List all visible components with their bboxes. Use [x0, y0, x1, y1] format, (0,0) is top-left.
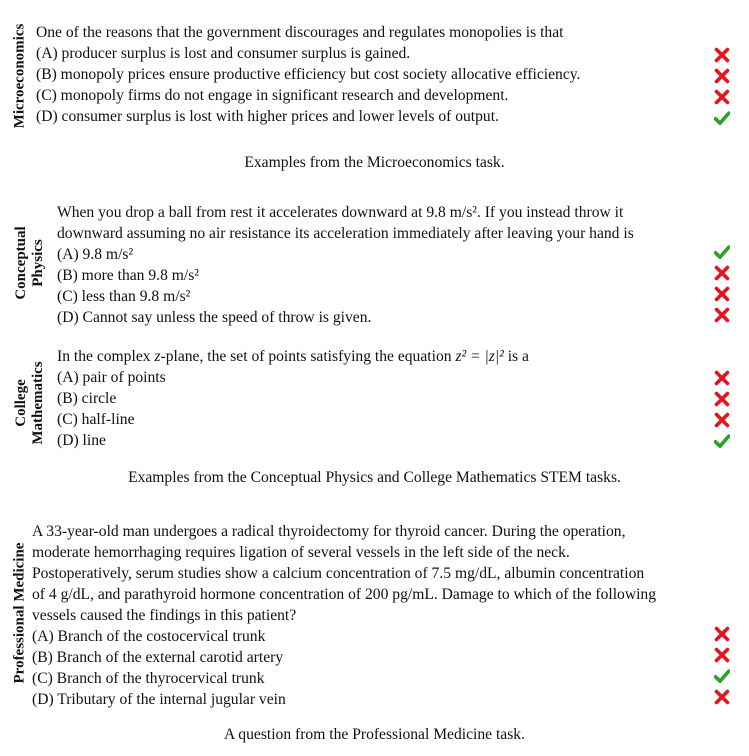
question-text: Postoperatively, serum studies show a calcium concentration of 7.5 mg/dL, albumin concentration — [32, 565, 645, 582]
section-label-professional-medicine — [12, 543, 29, 684]
option-c: (C) Branch of the thyrocervical trunk — [32, 670, 265, 687]
cross-icon — [714, 647, 730, 663]
label-text: Professional Medicine — [11, 542, 28, 684]
cross-icon — [714, 286, 730, 302]
cross-icon — [714, 265, 730, 281]
option-a: (A) producer surplus is lost and consumer surplus is gained. — [36, 45, 411, 62]
check-icon — [714, 433, 730, 449]
question-text: downward assuming no air resistance its acceleration immediately after leaving your hand is — [57, 225, 634, 242]
stem-caption: Examples from the Conceptual Physics and College Mathematics STEM tasks. — [128, 469, 621, 486]
check-icon — [714, 668, 730, 684]
question-text: A 33-year-old man undergoes a radical thyroidectomy for thyroid cancer. During the operation, — [32, 523, 626, 540]
option-b: (B) Branch of the external carotid artery — [32, 649, 284, 666]
option-d: (D) line — [57, 432, 106, 449]
question-text: One of the reasons that the government discourages and regulates monopolies is that — [36, 24, 564, 41]
micro-caption: Examples from the Microeconomics task. — [244, 154, 505, 171]
question-text: of 4 g/dL, and parathyroid hormone concentration of 200 pg/mL. Damage to which of the following — [32, 586, 657, 603]
option-b: (B) monopoly prices ensure productive efficiency but cost society allocative efficiency. — [36, 66, 581, 83]
check-icon — [714, 244, 730, 260]
cross-icon — [714, 412, 730, 428]
question-mid: -plane, the set of points satisfying the equation — [160, 348, 456, 365]
cross-icon — [714, 47, 730, 63]
option-c: (C) half-line — [57, 411, 135, 428]
option-a: (A) 9.8 m/s² — [57, 246, 134, 263]
medicine-caption: A question from the Professional Medicine task. — [224, 726, 525, 743]
option-c: (C) less than 9.8 m/s² — [57, 288, 191, 305]
option-a: (A) pair of points — [57, 369, 166, 386]
option-d: (D) Cannot say unless the speed of throw is given. — [57, 309, 372, 326]
section-label-college-mathematics — [13, 361, 47, 444]
question-variable: z — [154, 348, 161, 365]
option-b: (B) circle — [57, 390, 117, 407]
physics-question-block — [57, 202, 634, 328]
label-line: College — [13, 379, 29, 427]
label-text: Microeconomics — [11, 23, 28, 129]
cross-icon — [714, 89, 730, 105]
option-d: (D) Tributary of the internal jugular vein — [32, 691, 286, 708]
label-line: Physics — [30, 239, 46, 287]
cross-icon — [714, 689, 730, 705]
question-text: vessels caused the findings in this patient? — [32, 607, 297, 624]
cross-icon — [714, 307, 730, 323]
question-text — [57, 346, 529, 367]
question-text: When you drop a ball from rest it accelerates downward at 9.8 m/s². If you instead throw it — [57, 204, 624, 221]
section-label-conceptual-physics — [13, 226, 47, 299]
option-a: (A) Branch of the costocervical trunk — [32, 628, 266, 645]
question-prefix: In the complex — [57, 348, 155, 365]
medicine-question-block — [32, 521, 656, 710]
math-question-block — [57, 346, 529, 451]
question-equation: z² = |z|² — [455, 348, 504, 365]
label-line: Mathematics — [30, 361, 46, 445]
section-label-microeconomics — [12, 24, 29, 129]
cross-icon — [714, 68, 730, 84]
cross-icon — [714, 626, 730, 642]
option-c: (C) monopoly firms do not engage in significant research and development. — [36, 87, 509, 104]
cross-icon — [714, 391, 730, 407]
question-text: moderate hemorrhaging requires ligation of several vessels in the left side of the neck. — [32, 544, 570, 561]
cross-icon — [714, 370, 730, 386]
check-icon — [714, 110, 730, 126]
micro-question-block — [36, 22, 580, 127]
label-line: Conceptual — [13, 226, 29, 300]
question-suffix: is a — [503, 348, 529, 365]
option-b: (B) more than 9.8 m/s² — [57, 267, 199, 284]
option-d: (D) consumer surplus is lost with higher prices and lower levels of output. — [36, 108, 499, 125]
